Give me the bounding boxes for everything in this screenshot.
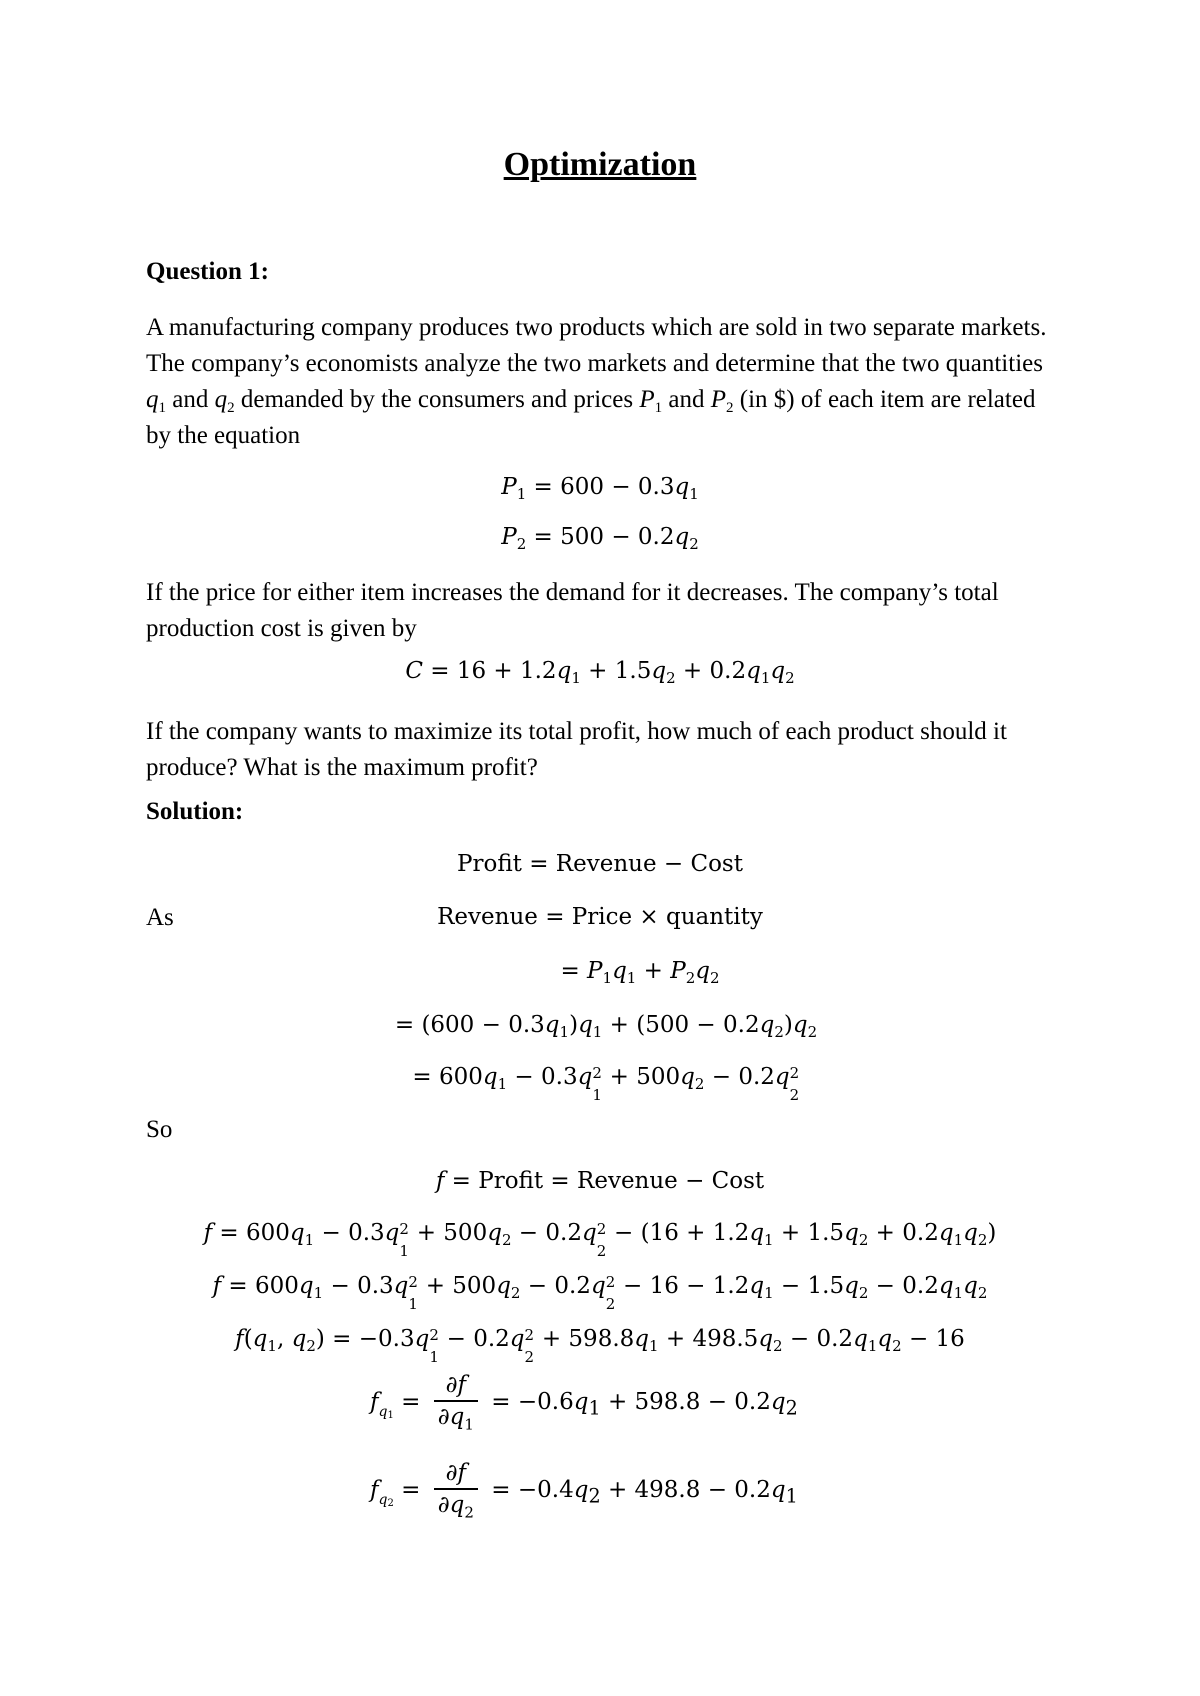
partial-q2-rhs: = $-0.4q_2 + 498.8 - 0.2q_1$ xyxy=(491,1476,798,1508)
fraction-df-dq2: $\frac{\partial f}{\partial q_2}$ xyxy=(434,1460,478,1522)
equation-revenue-definition: Revenue = Price × quantity xyxy=(437,904,763,930)
fraction-df-dq1: $\frac{\partial f}{\partial q_1}$ xyxy=(434,1372,478,1434)
intro-and-1: and xyxy=(172,386,209,413)
equation-f-final: $f(q_1$, $q_2) = -0.3q$ 2 1 − 0.2q 2 2 + $598.8q_1 + 498.5q_2 - 0.2q_1q_2 - 16$ xyxy=(235,1326,965,1366)
equation-profit-definition: Profit = Revenue − Cost xyxy=(457,851,743,877)
equation-f-step-1: $f = 600q_1 - 0.3q$ 2 1 + $500q_2 - 0.2q$ 2 2 − $(16 + 1.2q_1 + 1.5q_2 + 0.2q_1q_2)$ xyxy=(203,1220,997,1260)
price-sentence: If the price for either item increases the demand for it decreases. The company’s total production cost is given by xyxy=(146,579,999,642)
word-so: So xyxy=(146,1116,173,1143)
equation-f-definition: f = Profit = Revenue − Cost xyxy=(435,1168,765,1194)
equation-revenue-step-3: = $600q_1 - 0.3q$ 2 1 + $500q_2 - 0.2q$ 2 2 xyxy=(412,1064,800,1104)
partial-derivative-q2: $f_{q2}$ = $\frac{\partial f}{\partial q_2}$ = $-0.4q_2 + 498.8 - 0.2q_1$ xyxy=(370,1460,798,1522)
equation-price-1: $P_1 = 600 - 0.3q_1$ xyxy=(501,474,699,503)
equation-revenue-step-2: = $(600 - 0.3q_1)q_1 + (500 - 0.2q_2)q_2$ xyxy=(394,1012,818,1041)
intro-text-2: demanded by the consumers and prices xyxy=(240,386,634,413)
page-title: Optimization xyxy=(503,146,697,183)
equation-cost: $C = 16 + 1.2q_1 + 1.5q_2 + 0.2q_1q_2$ xyxy=(405,658,795,687)
intro-text-3: (in $) of each item are related by the equation xyxy=(146,386,1036,449)
problem-intro: A manufacturing company produces two products which are sold in two separate markets. The company’s economists analyze the two markets and determine that the two quantities $q_1$ and $q_2$ demanded by the consumers and prices $P_1$ and $P_2$ (in $) of each item are related by the equation xyxy=(146,314,1047,449)
partial-derivative-q1: $f_{q1}$ = $\frac{\partial f}{\partial q_1}$ = $-0.6q_1 + 598.8 - 0.2q_2$ xyxy=(370,1372,798,1434)
question-heading: Question 1: xyxy=(146,258,269,285)
solution-heading: Solution: xyxy=(146,798,244,825)
equation-revenue-step-1: = $P_1q_1 + P_2q_2$ xyxy=(560,958,720,987)
word-as: As xyxy=(146,904,174,931)
intro-and-2: and xyxy=(668,386,705,413)
equation-f-step-2: $f = 600q_1 - 0.3q$ 2 1 + $500q_2 - 0.2q$ 2 2 − $16 - 1.2q_1 - 1.5q_2 - 0.2q_1q_2$ xyxy=(212,1273,988,1313)
partial-q1-rhs: = $-0.6q_1 + 598.8 - 0.2q_2$ xyxy=(491,1388,798,1420)
intro-text-1: A manufacturing company produces two products which are sold in two separate markets. The company’s economists analyze the two markets and determine that the two quantities xyxy=(146,314,1047,377)
equation-price-2: $P_2 = 500 - 0.2q_2$ xyxy=(501,524,699,553)
question-text: If the company wants to maximize its total profit, how much of each product should it produce? What is the maximum profit? xyxy=(146,718,1007,781)
